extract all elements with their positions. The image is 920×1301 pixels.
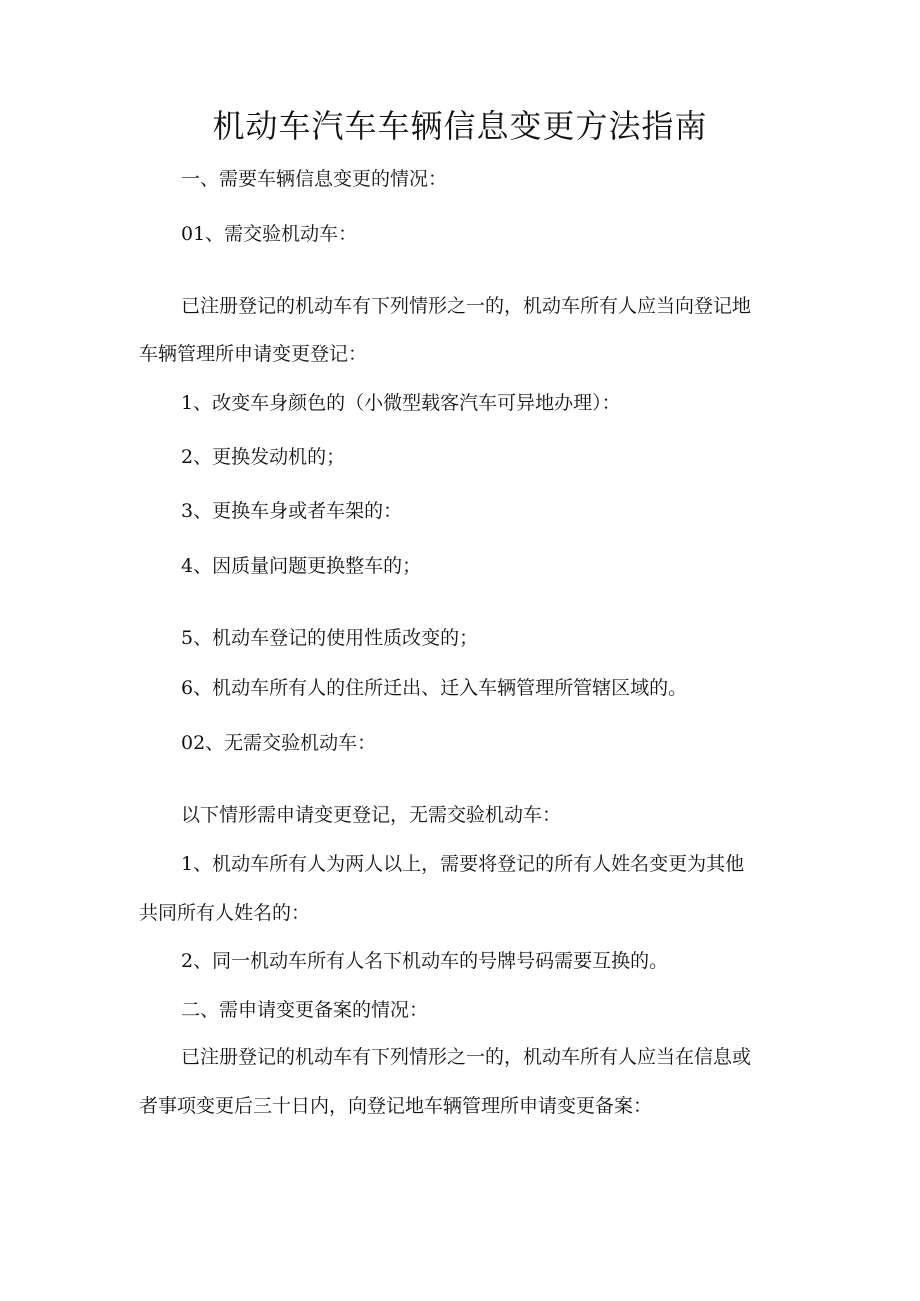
list-item: 6、机动车所有人的住所迁出、迁入车辆管理所管辖区域的。 [181, 677, 688, 699]
paragraph-line: 已注册登记的机动车有下列情形之一的，机动车所有人应当向登记地 [181, 295, 752, 317]
list-item: 4、因质量问题更换整车的； [181, 555, 422, 577]
subsection-heading-01: 01、需交验机动车： [181, 223, 358, 245]
list-item: 1、改变车身颜色的（小微型载客汽车可异地办理）： [181, 392, 621, 414]
list-item-continuation: 共同所有人姓名的： [139, 902, 311, 924]
section-heading-1: 一、需要车辆信息变更的情况： [181, 168, 448, 190]
paragraph-line: 车辆管理所申请变更登记： [139, 343, 368, 365]
subsection-heading-02: 02、无需交验机动车： [181, 732, 377, 754]
list-item: 2、更换发动机的； [181, 446, 346, 468]
list-item: 3、更换车身或者车架的： [181, 500, 403, 522]
paragraph-line: 者事项变更后三十日内，向登记地车辆管理所申请变更备案： [139, 1095, 653, 1117]
paragraph-line: 已注册登记的机动车有下列情形之一的，机动车所有人应当在信息或 [181, 1046, 752, 1068]
section-heading-2: 二、需申请变更备案的情况： [181, 999, 429, 1021]
list-item: 1、机动车所有人为两人以上，需要将登记的所有人姓名变更为其他 [181, 853, 745, 875]
list-item: 5、机动车登记的使用性质改变的； [181, 627, 479, 649]
paragraph-line: 以下情形需申请变更登记，无需交验机动车： [181, 804, 562, 826]
list-item: 2、同一机动车所有人名下机动车的号牌号码需要互换的。 [181, 950, 669, 972]
document-title: 机动车汽车车辆信息变更方法指南 [212, 107, 708, 145]
